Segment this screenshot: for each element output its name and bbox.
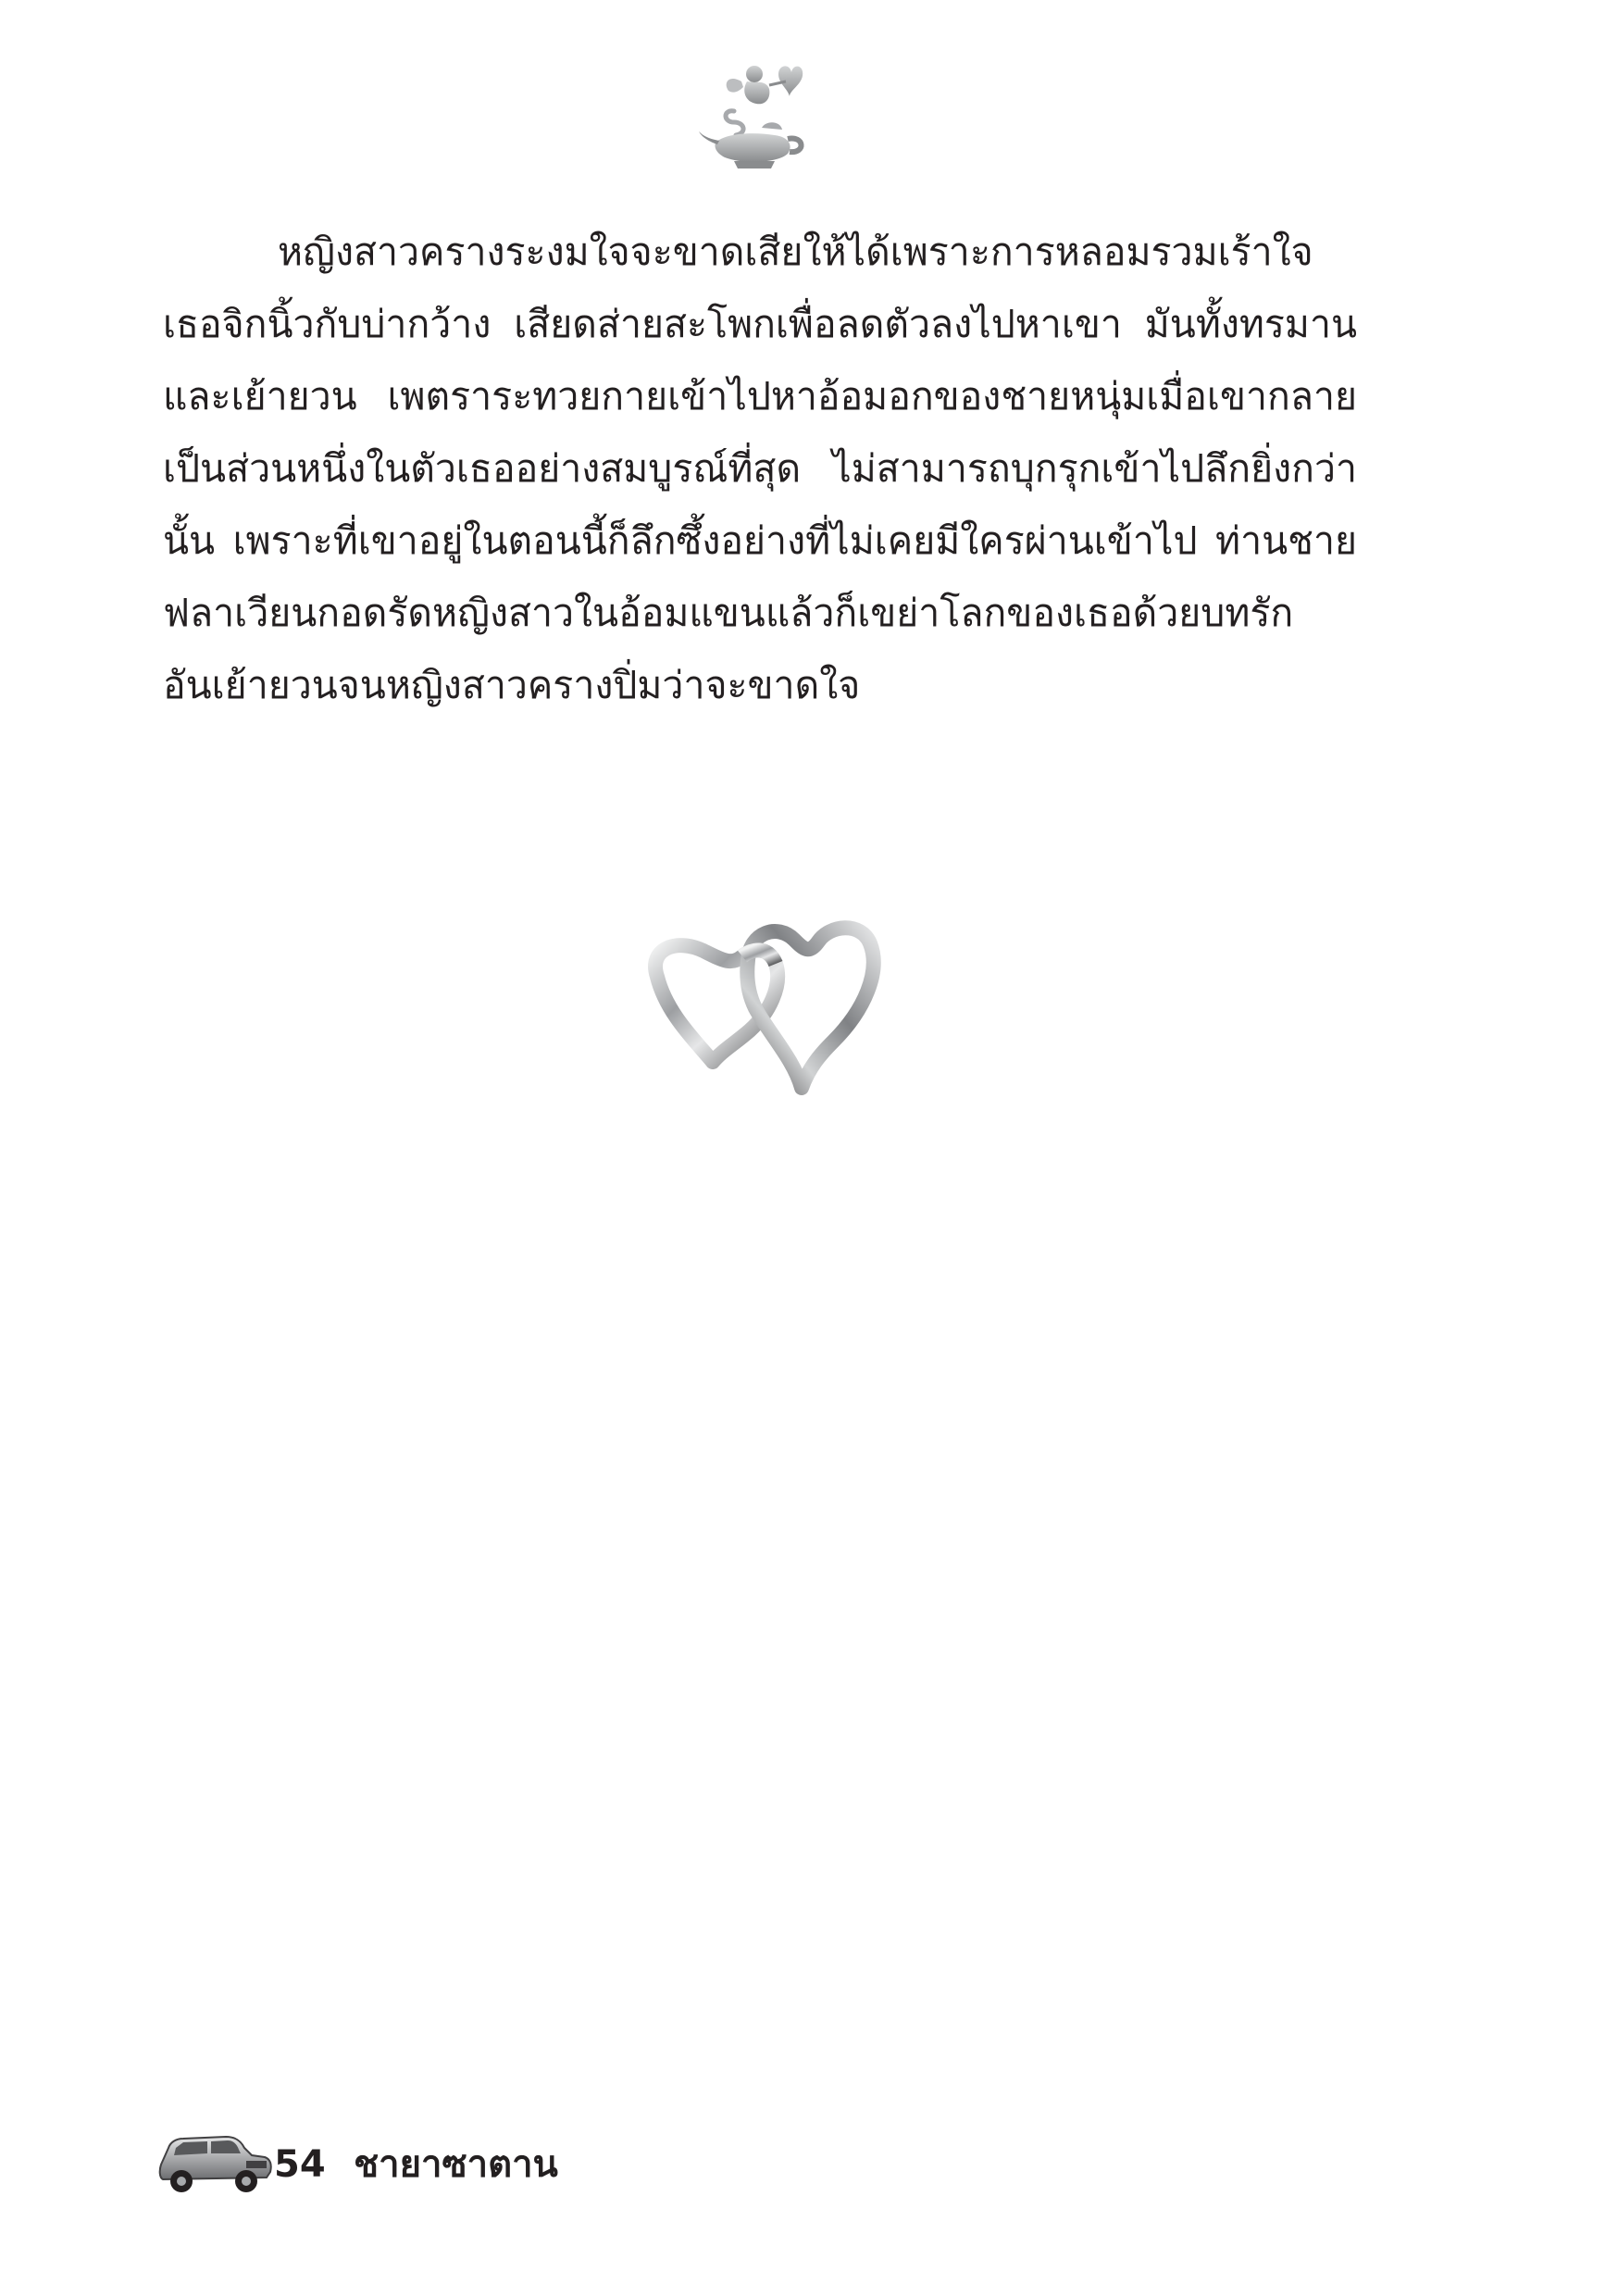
- suv-car-icon: [156, 2128, 274, 2196]
- paragraph-line: นั้น เพราะที่เขาอยู่ในตอนนี้ก็ลึกซึ้งอย่างที่ไม่เคยมีใครผ่านเข้าไป ท่านชาย: [163, 518, 1357, 563]
- paragraph-line: ฟลาเวียนกอดรัดหญิงสาวในอ้อมแขนแล้วก็เขย่าโลกของเธอด้วยบทรัก: [163, 591, 1294, 635]
- paragraph-line: เธอจิกนิ้วกับบ่ากว้าง เสียดส่ายสะโพกเพื่อลดตัวลงไปหาเขา มันทั้งทรมาน: [163, 302, 1357, 346]
- page-number: 54: [274, 2143, 326, 2186]
- page-footer: [156, 2128, 803, 2202]
- paragraph-line: และเย้ายวน เพตราระทวยกายเข้าไปหาอ้อมอกของชายหนุ่มเมื่อเขากลาย: [163, 374, 1357, 418]
- paragraph-line: เป็นส่วนหนึ่งในตัวเธออย่างสมบูรณ์ที่สุด ไม่สามารถบุกรุกเข้าไปลึกยิ่งกว่า: [163, 446, 1357, 491]
- body-paragraph: [0, 0, 1618, 759]
- interlocked-hearts-image: [639, 912, 889, 1097]
- book-title: ชายาซาตาน: [354, 2143, 558, 2186]
- paragraph-line: หญิงสาวครางระงมใจจะขาดเสียให้ได้เพราะการหลอมรวมเร้าใจ: [278, 230, 1313, 274]
- paragraph-line: อันเย้ายวนจนหญิงสาวครางปิ่มว่าจะขาดใจ: [163, 663, 861, 707]
